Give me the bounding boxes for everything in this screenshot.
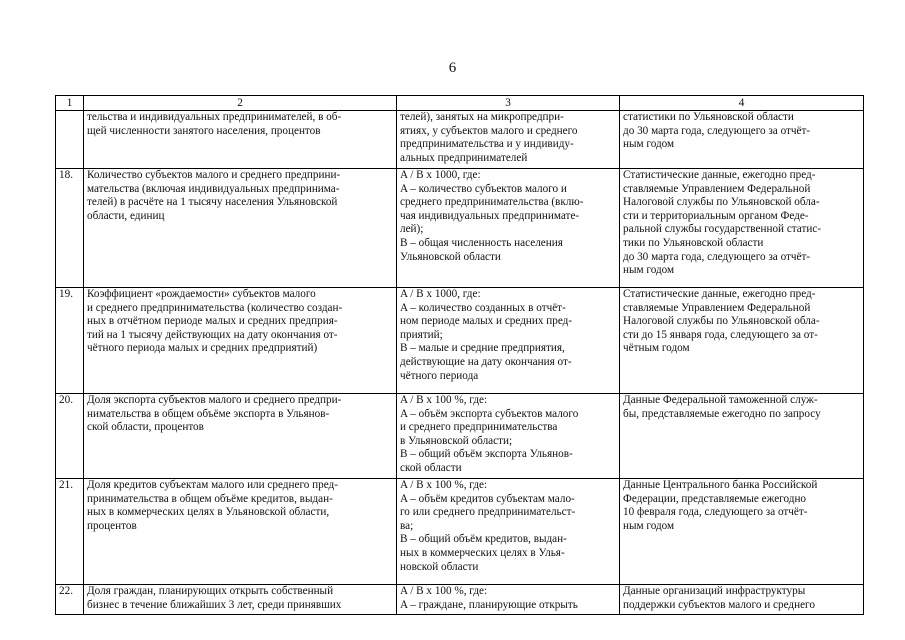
table-row	[56, 394, 864, 479]
cell-text-line: бизнес в течение ближайших 3 лет, среди принявших	[87, 598, 342, 611]
cell-text-line: тий на 1 тысячу действующих на дату окончания от-	[87, 328, 338, 341]
cell-text-line: B – общий объём экспорта Ульянов-	[400, 448, 573, 461]
cell-text-line: тики по Ульяновской области	[623, 236, 764, 249]
cell-text-line: A / B x 100 %, где:	[400, 479, 488, 491]
table-row	[56, 169, 864, 288]
indicators-table	[55, 95, 864, 615]
row-number	[56, 111, 84, 169]
header-col-4: 4	[620, 96, 864, 111]
header-col-1: 1	[56, 96, 84, 111]
cell-text-line: ва;	[400, 519, 414, 532]
data-source-cell	[620, 479, 864, 585]
cell-text-line: до 30 марта года, следующего за отчёт-	[623, 250, 811, 263]
cell-text-line: ных в отчётном периоде малых и средних предприя-	[87, 315, 338, 328]
header-col-3: 3	[397, 96, 620, 111]
cell-text-line: ным годом	[623, 138, 675, 151]
cell-text-line: приятий;	[400, 328, 443, 341]
indicator-name-cell	[84, 479, 397, 585]
cell-text-line: среднего предпринимательства (вклю-	[400, 196, 584, 209]
cell-text-line: ятиях, у субъектов малого и среднего	[400, 124, 578, 137]
row-number: 21.	[56, 479, 84, 585]
table-header-row	[56, 96, 864, 111]
cell-text-line: и среднего предпринимательства	[400, 421, 558, 434]
indicator-name-cell	[84, 585, 397, 615]
row-number: 18.	[56, 169, 84, 288]
cell-text-line: Статистические данные, ежегодно пред-	[623, 169, 816, 181]
cell-text-line: Статистические данные, ежегодно пред-	[623, 288, 816, 300]
cell-text-line: ской области	[400, 461, 462, 474]
cell-text-line: процентов	[87, 519, 137, 532]
cell-text-line: Доля граждан, планирующих открыть собственный	[87, 585, 334, 597]
cell-text-line: B – общая численность населения	[400, 236, 563, 249]
cell-text-line: сти до 15 января года, следующего за от-	[623, 328, 818, 341]
data-source-cell	[620, 169, 864, 288]
cell-text-line: A – количество созданных в отчёт-	[400, 301, 566, 314]
cell-text-line: ставляемые Управлением Федеральной	[623, 301, 811, 314]
cell-text-line: Данные Центрального банка Российской	[623, 479, 818, 491]
cell-text-line: ставляемые Управлением Федеральной	[623, 182, 811, 195]
cell-text-line: новской области	[400, 560, 479, 573]
cell-text-line: тельства и индивидуальных предпринимателей, в об-	[87, 111, 342, 123]
cell-text-line: Налоговой службы по Ульяновской обла-	[623, 196, 820, 209]
table-row	[56, 585, 864, 615]
cell-text-line: 10 февраля года, следующего за отчёт-	[623, 506, 808, 519]
indicator-name-cell	[84, 169, 397, 288]
indicator-name-cell	[84, 394, 397, 479]
cell-text-line: Федерации, представляемые ежегодно	[623, 492, 807, 505]
cell-text-line: статистики по Ульяновской области	[623, 111, 794, 123]
cell-text-line: Доля экспорта субъектов малого и среднего предпри-	[87, 394, 342, 406]
cell-text-line: ном периоде малых и средних пред-	[400, 315, 573, 328]
cell-text-line: принимательства в общем объёме кредитов, выдан-	[87, 492, 333, 505]
data-source-cell	[620, 394, 864, 479]
cell-text-line: ным годом	[623, 519, 675, 532]
cell-text-line: лей);	[400, 223, 424, 236]
cell-text-line: Ульяновской области	[400, 250, 501, 263]
cell-text-line: A / B x 100 %, где:	[400, 394, 488, 406]
row-number: 22.	[56, 585, 84, 615]
cell-text-line: ным годом	[623, 264, 675, 277]
cell-text-line: A – объём экспорта субъектов малого	[400, 407, 579, 420]
cell-text-line: действующие на дату окончания от-	[400, 355, 572, 368]
cell-text-line: A – граждане, планирующие открыть	[400, 598, 578, 611]
cell-text-line: щей численности занятого населения, процентов	[87, 124, 321, 137]
cell-text-line: ных в коммерческих целях в Ульяновской области,	[87, 506, 330, 519]
cell-text-line: поддержки субъектов малого и среднего	[623, 598, 815, 611]
cell-text-line: A – объём кредитов субъектам мало-	[400, 492, 575, 505]
cell-text-line: чётного периода	[400, 369, 479, 382]
indicator-name-cell	[84, 111, 397, 169]
cell-text-line: чая индивидуальных предпринимате-	[400, 209, 580, 222]
cell-text-line: до 30 марта года, следующего за отчёт-	[623, 124, 811, 137]
cell-text-line: A / B x 1000, где:	[400, 288, 481, 300]
cell-text-line: сти и территориальным органом Феде-	[623, 209, 809, 222]
row-number: 20.	[56, 394, 84, 479]
cell-text-line: телей) в расчёте на 1 тысячу населения Ульяновской	[87, 196, 338, 209]
cell-text-line: предпринимательства и у индивиду-	[400, 138, 574, 151]
cell-text-line: A / B x 1000, где:	[400, 169, 481, 181]
cell-text-line: ской области, процентов	[87, 421, 204, 434]
formula-cell	[397, 394, 620, 479]
formula-cell	[397, 288, 620, 394]
cell-text-line: нимательства в общем объёме экспорта в Ульянов-	[87, 407, 330, 420]
formula-cell	[397, 479, 620, 585]
cell-text-line: бы, представляемые ежегодно по запросу	[623, 407, 821, 420]
cell-text-line: чётным годом	[623, 342, 690, 355]
formula-cell	[397, 111, 620, 169]
header-col-2: 2	[84, 96, 397, 111]
cell-text-line: альных предпринимателей	[400, 151, 528, 164]
cell-text-line: Доля кредитов субъектам малого или среднего пред-	[87, 479, 338, 491]
cell-text-line: Количество субъектов малого и среднего предприни-	[87, 169, 341, 181]
data-source-cell	[620, 111, 864, 169]
cell-text-line: Налоговой службы по Ульяновской обла-	[623, 315, 820, 328]
cell-text-line: B – общий объём кредитов, выдан-	[400, 533, 567, 546]
cell-text-line: B – малые и средние предприятия,	[400, 342, 565, 355]
formula-cell	[397, 169, 620, 288]
formula-cell	[397, 585, 620, 615]
cell-text-line: Данные организаций инфраструктуры	[623, 585, 806, 597]
cell-text-line: Коэффициент «рождаемости» субъектов малого	[87, 288, 316, 300]
page-number: 6	[448, 60, 457, 76]
cell-text-line: телей), занятых на микропредпри-	[400, 111, 564, 123]
cell-text-line: чётного периода малых и средних предприятий)	[87, 342, 318, 355]
data-source-cell	[620, 585, 864, 615]
row-number: 19.	[56, 288, 84, 394]
cell-text-line: в Ульяновской области;	[400, 434, 513, 447]
cell-text-line: A / B x 100 %, где:	[400, 585, 488, 597]
cell-text-line: го или среднего предпринимательст-	[400, 506, 576, 519]
cell-text-line: Данные Федеральной таможенной служ-	[623, 394, 818, 406]
cell-text-line: ных в коммерческих целях в Улья-	[400, 546, 565, 559]
data-source-cell	[620, 288, 864, 394]
table-row	[56, 479, 864, 585]
cell-text-line: области, единиц	[87, 209, 165, 222]
cell-text-line: мательства (включая индивидуальных предпринима-	[87, 182, 340, 195]
table-row	[56, 288, 864, 394]
cell-text-line: A – количество субъектов малого и	[400, 182, 567, 195]
cell-text-line: и среднего предпринимательства (количество создан-	[87, 301, 343, 314]
table-row	[56, 111, 864, 169]
indicator-name-cell	[84, 288, 397, 394]
cell-text-line: ральной службы государственной статис-	[623, 223, 822, 236]
